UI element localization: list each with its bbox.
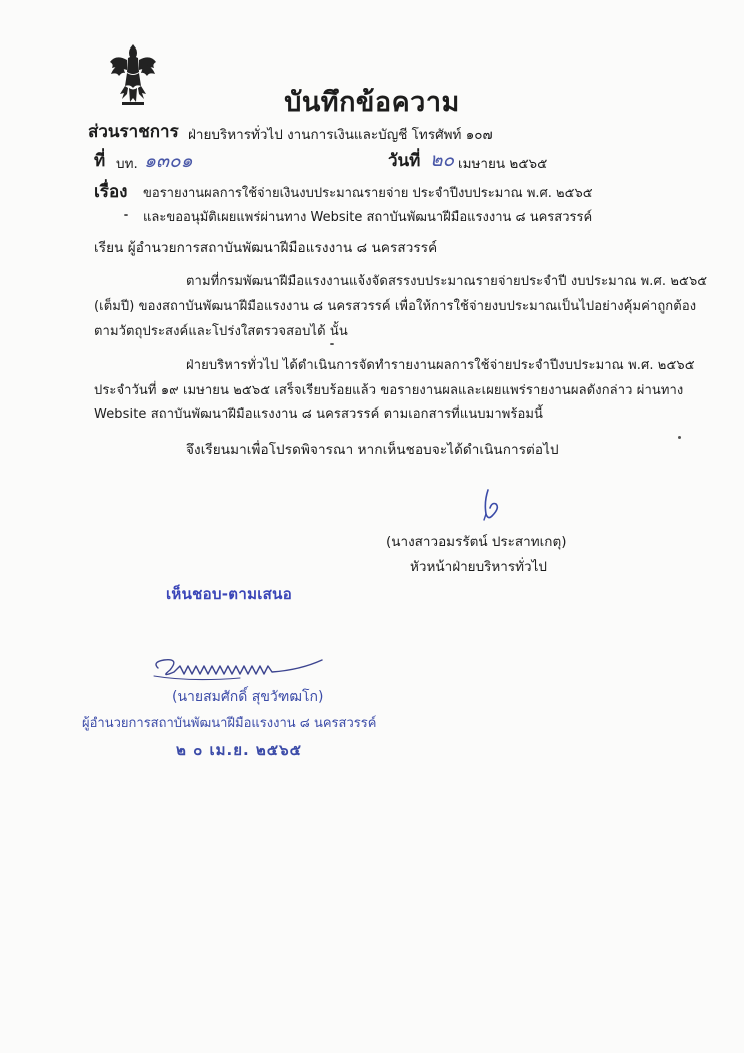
ref-label: ที่ [94,151,106,171]
date-label: วันที่ [388,151,421,171]
para2-line-1: ฝ่ายบริหารทั่วไป ได้ดำเนินการจัดทำรายงานผลการใช้จ่ายประจำปีงบประมาณ พ.ศ. ๒๕๖๕ [186,358,695,373]
mark-dot [330,343,334,345]
signer-name: (นางสาวอมรรัตน์ ประสาทเกตุ) [386,534,567,550]
subject-line-2: และขออนุมัติเผยแพร่ผ่านทาง Website สถาบันพัฒนาฝีมือแรงงาน ๘ นครสวรรค์ [143,210,593,225]
department-label: ส่วนราชการ [88,122,179,142]
document-title: บันทึกข้อความ [284,87,460,118]
department-value: ฝ่ายบริหารทั่วไป งานการเงินและบัญชี โทรศัพท์ ๑๐๗ [188,127,493,143]
date-day: ๒๐ [430,149,455,171]
date-rest: เมษายน ๒๕๖๕ [458,156,548,172]
signer-position: หัวหน้าฝ่ายบริหารทั่วไป [410,559,547,575]
director-position: ผู้อำนวยการสถาบันพัฒนาฝีมือแรงงาน ๘ นครสวรรค์ [82,716,377,731]
mark-dot [678,436,681,439]
closing-line: จึงเรียนมาเพื่อโปรดพิจารณา หากเห็นชอบจะได้ดำเนินการต่อไป [186,442,559,458]
director-name: (นายสมศักดิ์ สุขวัฑฒโก) [172,689,324,705]
para2-line-2: ประจำวันที่ ๑๙ เมษายน ๒๕๖๕ เสร็จเรียบร้อยแล้ว ขอรายงานผลและเผยแพร่รายงานผลดังกล่าว ผ่านทาง [94,383,684,398]
approval-date: ๒ ๐ เม.ย. ๒๕๖๕ [176,741,303,759]
mark-dot [124,214,128,216]
approval-stamp: เห็นชอบ-ตามเสนอ [166,585,293,603]
subject-label: เรื่อง [94,182,128,202]
signature-head-admin [478,486,508,526]
para1-line-2: (เต็มปี) ของสถาบันพัฒนาฝีมือแรงงาน ๘ นครสวรรค์ เพื่อให้การใช้จ่ายงบประมาณเป็นไปอย่างคุ้มค่าถูกต้อง [94,299,697,314]
para2-line-3: Website สถาบันพัฒนาฝีมือแรงงาน ๘ นครสวรรค์ ตามเอกสารที่แนบมาพร้อมนี้ [94,407,544,422]
signature-director [150,652,330,686]
subject-line-1: ขอรายงานผลการใช้จ่ายเงินงบประมาณรายจ่าย ประจำปีงบประมาณ พ.ศ. ๒๕๖๕ [143,186,593,201]
para1-line-1: ตามที่กรมพัฒนาฝีมือแรงงานแจ้งจัดสรรงบประมาณรายจ่ายประจำปี งบประมาณ พ.ศ. ๒๕๖๕ [186,274,708,289]
ref-prefix: บท. [116,156,138,172]
ref-number: ๑๓๐๑ [144,150,193,172]
salutation: เรียน ผู้อำนวยการสถาบันพัฒนาฝีมือแรงงาน ๘ นครสวรรค์ [94,240,438,256]
para1-line-3: ตามวัตถุประสงค์และโปร่งใสตรวจสอบได้ นั้น [94,324,348,339]
